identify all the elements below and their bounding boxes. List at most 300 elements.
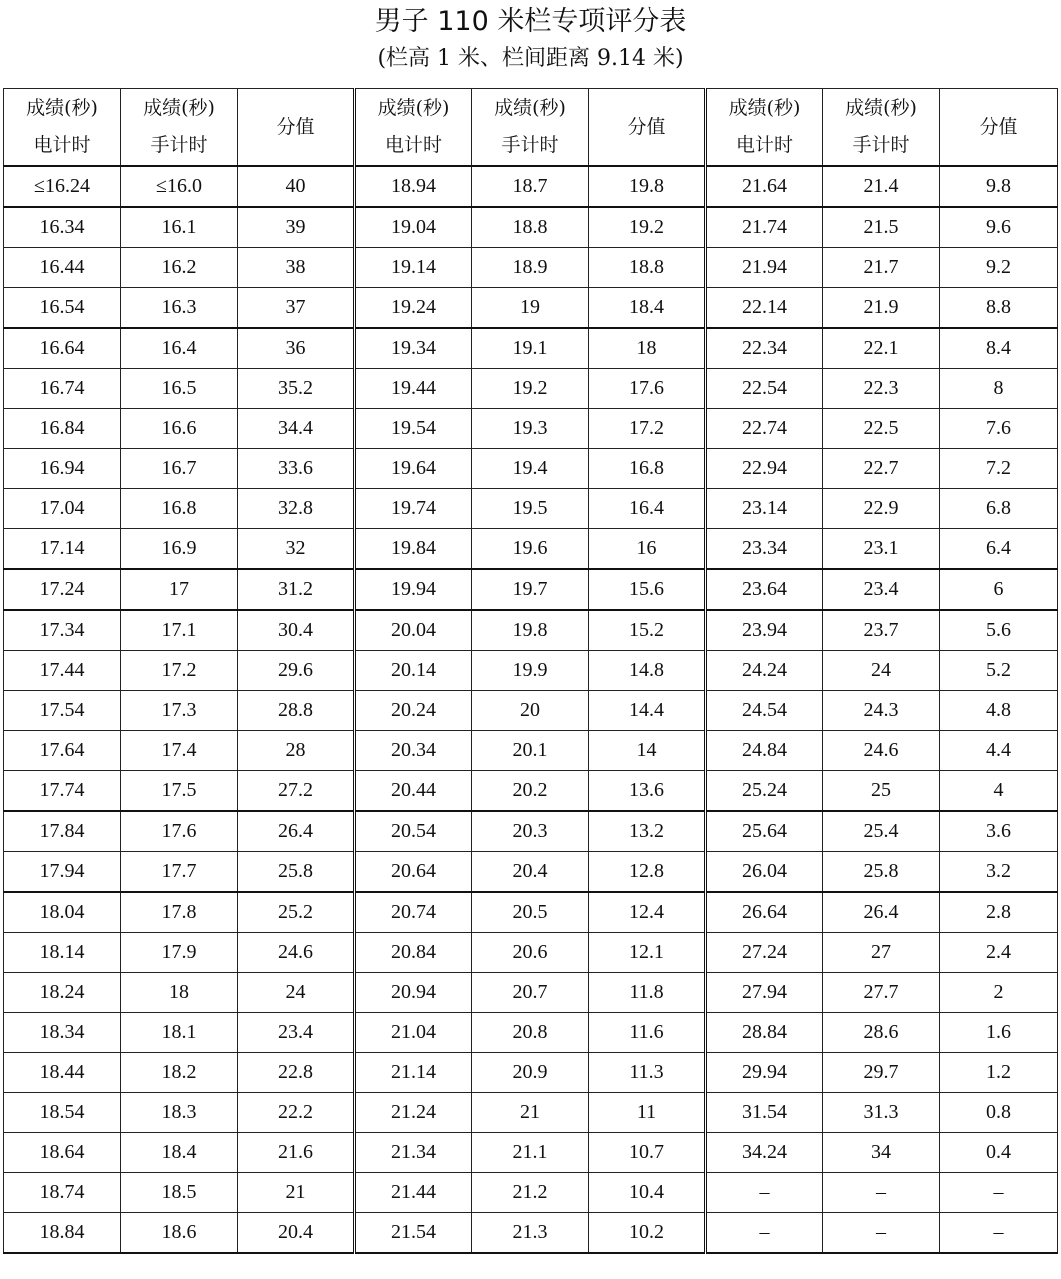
table-cell: 17.3 [121, 691, 238, 731]
table-cell: 21.3 [472, 1213, 589, 1254]
table-cell: 15.2 [589, 610, 706, 651]
table-cell: 19.8 [589, 166, 706, 207]
table-cell: 18.1 [121, 1013, 238, 1053]
table-cell: 19.8 [472, 610, 589, 651]
column-header-line1: 分值 [627, 115, 666, 138]
table-cell: 20.4 [238, 1213, 355, 1254]
table-row [4, 1213, 1058, 1254]
table-cell: 9.6 [940, 207, 1058, 248]
table-cell: 24 [238, 973, 355, 1013]
table-cell: 8.8 [940, 288, 1058, 329]
table-cell: 21.1 [472, 1133, 589, 1173]
table-cell: 17.2 [589, 409, 706, 449]
table-row [4, 1173, 1058, 1213]
table-row [4, 1013, 1058, 1053]
table-cell: 11.6 [589, 1013, 706, 1053]
table-cell: 16.8 [121, 489, 238, 529]
table-cell: 22.8 [238, 1053, 355, 1093]
table-cell: 18.74 [4, 1173, 121, 1213]
table-row [4, 449, 1058, 489]
table-cell: 18.4 [589, 288, 706, 329]
table-cell: 17.4 [121, 731, 238, 771]
table-row [4, 489, 1058, 529]
table-cell: 21.94 [706, 248, 823, 288]
table-cell: 26.4 [823, 892, 940, 933]
table-cell: 21.54 [355, 1213, 472, 1254]
table-cell: 18.14 [4, 933, 121, 973]
table-cell: 6.4 [940, 529, 1058, 570]
table-cell: 4.8 [940, 691, 1058, 731]
table-cell: 18 [121, 973, 238, 1013]
table-cell: 34 [823, 1133, 940, 1173]
table-cell: – [706, 1213, 823, 1254]
table-cell: 19.44 [355, 369, 472, 409]
table-cell: 26.04 [706, 852, 823, 893]
table-cell: 22.74 [706, 409, 823, 449]
table-cell: 21.9 [823, 288, 940, 329]
table-cell: 25 [823, 771, 940, 812]
table-cell: 28.84 [706, 1013, 823, 1053]
table-cell: ≤16.24 [4, 166, 121, 207]
table-cell: 20.54 [355, 811, 472, 852]
table-row [4, 369, 1058, 409]
table-cell: 7.6 [940, 409, 1058, 449]
column-header [940, 89, 1058, 167]
table-cell: 4.4 [940, 731, 1058, 771]
table-cell: 25.64 [706, 811, 823, 852]
column-header-line2: 电计时 [384, 134, 442, 156]
table-cell: 25.2 [238, 892, 355, 933]
column-header [355, 89, 472, 167]
table-cell: 16.84 [4, 409, 121, 449]
column-header-line1: 成绩(秒) [494, 97, 566, 119]
table-cell: 22.34 [706, 328, 823, 369]
table-cell: 4 [940, 771, 1058, 812]
table-cell: 15.6 [589, 569, 706, 610]
table-cell: 38 [238, 248, 355, 288]
table-cell: 17.64 [4, 731, 121, 771]
table-cell: – [940, 1173, 1058, 1213]
table-cell: 23.14 [706, 489, 823, 529]
table-cell: 31.3 [823, 1093, 940, 1133]
table-cell: 20.3 [472, 811, 589, 852]
table-row [4, 892, 1058, 933]
table-cell: 20 [472, 691, 589, 731]
table-cell: 19.64 [355, 449, 472, 489]
page-subtitle: (栏高 1 米、栏间距离 9.14 米) [377, 46, 684, 71]
table-cell: 17.8 [121, 892, 238, 933]
table-cell: 18.84 [4, 1213, 121, 1254]
table-cell: 22.5 [823, 409, 940, 449]
table-cell: 23.4 [238, 1013, 355, 1053]
column-header-line1: 成绩(秒) [377, 97, 450, 119]
table-cell: 17.04 [4, 489, 121, 529]
table-cell: 16.7 [121, 449, 238, 489]
table-cell: 14.8 [589, 651, 706, 691]
table-row [4, 771, 1058, 812]
table-cell: 2.8 [940, 892, 1058, 933]
table-cell: 19.2 [589, 207, 706, 248]
table-cell: 28.8 [238, 691, 355, 731]
table-cell: 20.14 [355, 651, 472, 691]
table-cell: 32.8 [238, 489, 355, 529]
table-cell: 19.94 [355, 569, 472, 610]
table-cell: 16.4 [589, 489, 706, 529]
table-cell: 6.8 [940, 489, 1058, 529]
table-cell: 16.94 [4, 449, 121, 489]
table-cell: 18.8 [472, 207, 589, 248]
column-header-line1: 分值 [979, 115, 1018, 138]
table-cell: – [706, 1173, 823, 1213]
table-cell: 20.44 [355, 771, 472, 812]
table-cell: 21.14 [355, 1053, 472, 1093]
table-cell: 24.24 [706, 651, 823, 691]
table-cell: 27.2 [238, 771, 355, 812]
table-cell: 22.94 [706, 449, 823, 489]
table-cell: 23.34 [706, 529, 823, 570]
table-cell: 24.84 [706, 731, 823, 771]
table-cell: 18.2 [121, 1053, 238, 1093]
table-cell: 18.5 [121, 1173, 238, 1213]
table-cell: 16.4 [121, 328, 238, 369]
table-cell: 24.3 [823, 691, 940, 731]
table-cell: 24.54 [706, 691, 823, 731]
table-cell: 16.5 [121, 369, 238, 409]
table-cell: 17.24 [4, 569, 121, 610]
column-header-line2: 电计时 [33, 134, 91, 156]
table-row [4, 288, 1058, 329]
table-cell: 34.4 [238, 409, 355, 449]
table-row [4, 1053, 1058, 1093]
table-cell: – [940, 1213, 1058, 1254]
table-cell: 30.4 [238, 610, 355, 651]
table-cell: 17.74 [4, 771, 121, 812]
column-header [4, 89, 121, 167]
table-cell: 16.3 [121, 288, 238, 329]
table-cell: 21 [238, 1173, 355, 1213]
table-cell: 2 [940, 973, 1058, 1013]
table-cell: 21.64 [706, 166, 823, 207]
table-cell: 16.44 [4, 248, 121, 288]
table-cell: 20.34 [355, 731, 472, 771]
table-cell: 27.24 [706, 933, 823, 973]
table-cell: 24 [823, 651, 940, 691]
table-row [4, 409, 1058, 449]
table-cell: 16.74 [4, 369, 121, 409]
table-cell: 17.9 [121, 933, 238, 973]
table-cell: 12.4 [589, 892, 706, 933]
table-cell: 24.6 [823, 731, 940, 771]
table-cell: 29.7 [823, 1053, 940, 1093]
table-cell: 35.2 [238, 369, 355, 409]
table-cell: 8.4 [940, 328, 1058, 369]
table-cell: 21.74 [706, 207, 823, 248]
table-cell: 17.54 [4, 691, 121, 731]
table-cell: 20.94 [355, 973, 472, 1013]
table-cell: 16.54 [4, 288, 121, 329]
table-cell: 20.8 [472, 1013, 589, 1053]
table-row [4, 933, 1058, 973]
column-header [121, 89, 238, 167]
table-cell: 17.44 [4, 651, 121, 691]
table-header [4, 89, 1058, 167]
column-header-line1: 成绩(秒) [26, 97, 98, 119]
column-header [706, 89, 823, 167]
column-header [823, 89, 940, 167]
column-header-line2: 手计时 [501, 134, 559, 156]
table-row [4, 328, 1058, 369]
table-cell: 6 [940, 569, 1058, 610]
table-cell: 18.54 [4, 1093, 121, 1133]
column-header [238, 89, 355, 167]
table-cell: 17 [121, 569, 238, 610]
table-row [4, 731, 1058, 771]
table-cell: 21.34 [355, 1133, 472, 1173]
table-cell: 19.7 [472, 569, 589, 610]
table-cell: 20.64 [355, 852, 472, 893]
table-cell: 33.6 [238, 449, 355, 489]
table-cell: 18.34 [4, 1013, 121, 1053]
table-cell: 20.04 [355, 610, 472, 651]
table-cell: 17.94 [4, 852, 121, 893]
table-cell: 23.94 [706, 610, 823, 651]
table-cell: 21.04 [355, 1013, 472, 1053]
table-cell: 29.94 [706, 1053, 823, 1093]
table-cell: 19.5 [472, 489, 589, 529]
table-cell: 12.8 [589, 852, 706, 893]
table-cell: 18.04 [4, 892, 121, 933]
table-cell: 17.2 [121, 651, 238, 691]
table-cell: 22.14 [706, 288, 823, 329]
table-cell: 11.3 [589, 1053, 706, 1093]
table-cell: – [823, 1213, 940, 1254]
table-row [4, 569, 1058, 610]
table-cell: 14 [589, 731, 706, 771]
table-cell: 19.2 [472, 369, 589, 409]
table-cell: 18.9 [472, 248, 589, 288]
table-row [4, 651, 1058, 691]
table-row [4, 610, 1058, 651]
table-cell: 13.2 [589, 811, 706, 852]
table-row [4, 691, 1058, 731]
table-cell: 16.64 [4, 328, 121, 369]
table-cell: 13.6 [589, 771, 706, 812]
column-header-line1: 成绩(秒) [845, 97, 917, 119]
table-cell: 36 [238, 328, 355, 369]
table-cell: 21.44 [355, 1173, 472, 1213]
table-cell: 39 [238, 207, 355, 248]
table-cell: 23.4 [823, 569, 940, 610]
table-cell: 19.24 [355, 288, 472, 329]
table-row [4, 248, 1058, 288]
header-row [4, 89, 1058, 167]
table-cell: – [823, 1173, 940, 1213]
table-cell: 11 [589, 1093, 706, 1133]
table-cell: 27 [823, 933, 940, 973]
table-cell: 17.6 [589, 369, 706, 409]
table-cell: 27.94 [706, 973, 823, 1013]
table-cell: 19.34 [355, 328, 472, 369]
table-cell: 18.8 [589, 248, 706, 288]
table-cell: 17.6 [121, 811, 238, 852]
table-cell: 10.2 [589, 1213, 706, 1254]
table-cell: 17.14 [4, 529, 121, 570]
table-cell: 19 [472, 288, 589, 329]
table-cell: 3.2 [940, 852, 1058, 893]
table-cell: 20.9 [472, 1053, 589, 1093]
table-cell: 16 [589, 529, 706, 570]
table-cell: 26.64 [706, 892, 823, 933]
table-cell: 28.6 [823, 1013, 940, 1053]
table-cell: 25.8 [823, 852, 940, 893]
table-cell: 32 [238, 529, 355, 570]
table-cell: 22.9 [823, 489, 940, 529]
table-cell: 18.24 [4, 973, 121, 1013]
page-title: 男子 110 米栏专项评分表 [374, 6, 687, 37]
table-cell: 3.6 [940, 811, 1058, 852]
column-header [589, 89, 706, 167]
table-cell: 21.2 [472, 1173, 589, 1213]
table-cell: 20.24 [355, 691, 472, 731]
table-cell: 23.7 [823, 610, 940, 651]
table-row [4, 207, 1058, 248]
table-row [4, 529, 1058, 570]
table-cell: 28 [238, 731, 355, 771]
table-cell: 22.1 [823, 328, 940, 369]
table-cell: 10.4 [589, 1173, 706, 1213]
table-cell: 19.9 [472, 651, 589, 691]
table-row [4, 166, 1058, 207]
table-row [4, 852, 1058, 893]
table-cell: 18.94 [355, 166, 472, 207]
table-cell: 17.5 [121, 771, 238, 812]
table-cell: 8 [940, 369, 1058, 409]
table-cell: 29.6 [238, 651, 355, 691]
table-cell: 20.7 [472, 973, 589, 1013]
table-row [4, 1093, 1058, 1133]
table-cell: 26.4 [238, 811, 355, 852]
table-cell: 19.04 [355, 207, 472, 248]
table-cell: 17.34 [4, 610, 121, 651]
table-cell: 21.7 [823, 248, 940, 288]
table-cell: 18.64 [4, 1133, 121, 1173]
table-cell: 17.84 [4, 811, 121, 852]
table-cell: 19.3 [472, 409, 589, 449]
table-cell: 14.4 [589, 691, 706, 731]
column-header [472, 89, 589, 167]
table-cell: 31.54 [706, 1093, 823, 1133]
table-cell: 16.2 [121, 248, 238, 288]
table-cell: 25.4 [823, 811, 940, 852]
table-cell: ≤16.0 [121, 166, 238, 207]
table-row [4, 811, 1058, 852]
table-cell: 11.8 [589, 973, 706, 1013]
table-cell: 22.2 [238, 1093, 355, 1133]
table-cell: 2.4 [940, 933, 1058, 973]
column-header-line1: 分值 [276, 115, 315, 138]
table-cell: 27.7 [823, 973, 940, 1013]
column-header-line2: 手计时 [150, 134, 208, 156]
table-row [4, 973, 1058, 1013]
table-cell: 21.4 [823, 166, 940, 207]
table-cell: 31.2 [238, 569, 355, 610]
column-header-line2: 电计时 [735, 134, 793, 156]
table-row [4, 1133, 1058, 1173]
table-cell: 22.3 [823, 369, 940, 409]
table-cell: 16.9 [121, 529, 238, 570]
table-cell: 20.4 [472, 852, 589, 893]
table-cell: 16.1 [121, 207, 238, 248]
table-cell: 20.5 [472, 892, 589, 933]
table-cell: 18.3 [121, 1093, 238, 1133]
table-cell: 21.5 [823, 207, 940, 248]
table-cell: 23.64 [706, 569, 823, 610]
table-cell: 20.84 [355, 933, 472, 973]
table-cell: 17.7 [121, 852, 238, 893]
table-cell: 19.54 [355, 409, 472, 449]
table-cell: 25.24 [706, 771, 823, 812]
table-cell: 20.74 [355, 892, 472, 933]
table-cell: 21.6 [238, 1133, 355, 1173]
table-cell: 0.4 [940, 1133, 1058, 1173]
table-cell: 18 [589, 328, 706, 369]
table-cell: 19.4 [472, 449, 589, 489]
table-cell: 12.1 [589, 933, 706, 973]
table-cell: 9.2 [940, 248, 1058, 288]
column-header-line2: 手计时 [852, 134, 910, 156]
table-cell: 1.2 [940, 1053, 1058, 1093]
table-cell: 5.2 [940, 651, 1058, 691]
table-cell: 22.7 [823, 449, 940, 489]
table-cell: 22.54 [706, 369, 823, 409]
table-cell: 7.2 [940, 449, 1058, 489]
table-cell: 20.2 [472, 771, 589, 812]
table-cell: 40 [238, 166, 355, 207]
table-cell: 16.8 [589, 449, 706, 489]
table-cell: 18.44 [4, 1053, 121, 1093]
table-cell: 5.6 [940, 610, 1058, 651]
table-cell: 0.8 [940, 1093, 1058, 1133]
table-cell: 34.24 [706, 1133, 823, 1173]
table-cell: 21 [472, 1093, 589, 1133]
table-cell: 16.6 [121, 409, 238, 449]
table-cell: 17.1 [121, 610, 238, 651]
table-cell: 1.6 [940, 1013, 1058, 1053]
table-body [4, 166, 1058, 1253]
table-cell: 19.84 [355, 529, 472, 570]
column-header-line1: 成绩(秒) [728, 97, 801, 119]
table-cell: 19.14 [355, 248, 472, 288]
table-cell: 18.4 [121, 1133, 238, 1173]
table-cell: 23.1 [823, 529, 940, 570]
column-header-line1: 成绩(秒) [143, 97, 215, 119]
table-cell: 9.8 [940, 166, 1058, 207]
table-cell: 16.34 [4, 207, 121, 248]
table-cell: 18.6 [121, 1213, 238, 1254]
table-cell: 19.74 [355, 489, 472, 529]
table-cell: 20.6 [472, 933, 589, 973]
table-cell: 24.6 [238, 933, 355, 973]
table-cell: 25.8 [238, 852, 355, 893]
table-cell: 37 [238, 288, 355, 329]
score-table [3, 88, 1058, 1254]
table-cell: 19.6 [472, 529, 589, 570]
table-cell: 20.1 [472, 731, 589, 771]
table-cell: 21.24 [355, 1093, 472, 1133]
table-cell: 19.1 [472, 328, 589, 369]
table-cell: 18.7 [472, 166, 589, 207]
table-cell: 10.7 [589, 1133, 706, 1173]
